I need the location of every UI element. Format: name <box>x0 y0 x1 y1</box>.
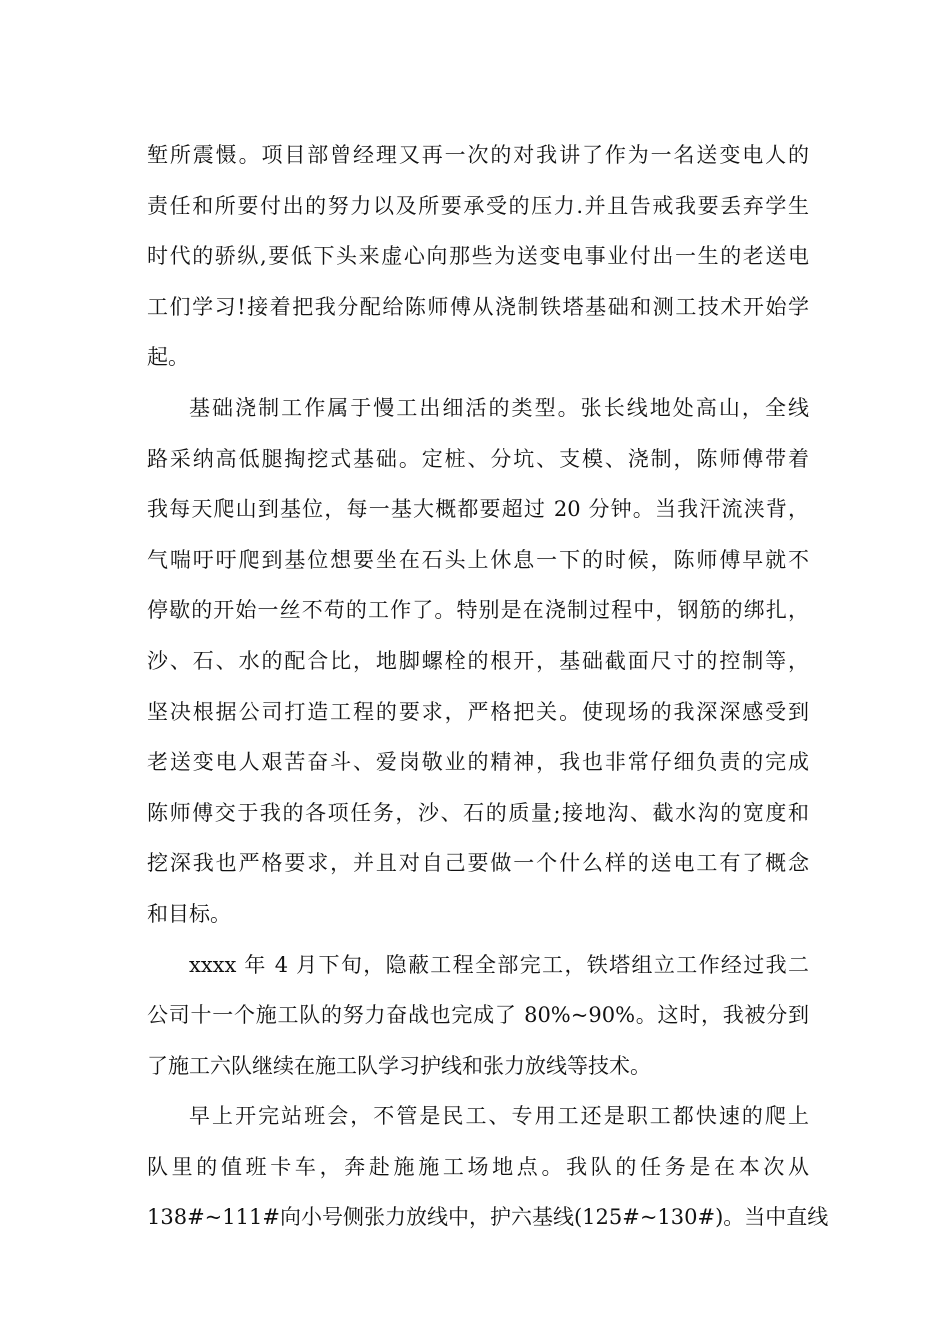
text-line: 挖深我也严格要求，并且对自己要做一个什么样的送电工有了概念 <box>147 851 809 876</box>
text-line: 138#~111#向小号侧张力放线中，护六基线(125#~130#)。当中直线 <box>147 1205 829 1230</box>
body-text <box>147 130 829 1243</box>
text-line: 坚决根据公司打造工程的要求，严格把关。使现场的我深深感受到 <box>147 699 809 724</box>
text-line: 起。 <box>147 345 189 370</box>
text-line: 沙、石、水的配合比，地脚螺栓的根开，基础截面尺寸的控制等， <box>147 648 809 673</box>
paragraph-4 <box>147 1091 829 1243</box>
text-line: 责任和所要付出的努力以及所要承受的压力.并且告戒我要丢弃学生 <box>147 193 809 218</box>
text-line: 队里的值班卡车，奔赴施施工场地点。我队的任务是在本次从 <box>147 1154 809 1179</box>
text-line: 气喘吁吁爬到基位想要坐在石头上休息一下的时候，陈师傅早就不 <box>147 547 809 572</box>
paragraph-1 <box>147 130 809 383</box>
text-line: 基础浇制工作属于慢工出细活的类型。张长线地处高山，全线 <box>189 395 809 420</box>
text-line: 公司十一个施工队的努力奋战也完成了 80%~90%。这时，我被分到 <box>147 1003 809 1028</box>
text-line: 时代的骄纵,要低下头来虚心向那些为送变电事业付出一生的老送电 <box>147 244 809 269</box>
text-line: 陈师傅交于我的各项任务，沙、石的质量;接地沟、截水沟的宽度和 <box>147 800 809 825</box>
text-line: 路采纳高低腿掏挖式基础。定桩、分坑、支模、浇制，陈师傅带着 <box>147 446 809 471</box>
text-line: 停歇的开始一丝不苟的工作了。特别是在浇制过程中，钢筋的绑扎， <box>147 598 809 623</box>
paragraph-2 <box>147 383 809 940</box>
paragraph-3 <box>147 940 809 1092</box>
text-line: 我每天爬山到基位，每一基大概都要超过 20 分钟。当我汗流浃背， <box>147 497 809 522</box>
text-line: 和目标。 <box>147 901 231 926</box>
text-line: 老送变电人艰苦奋斗、爱岗敬业的精神，我也非常仔细负责的完成 <box>147 750 809 775</box>
text-line: 堑所震慑。项目部曾经理又再一次的对我讲了作为一名送变电人的 <box>147 143 809 167</box>
text-line: 早上开完站班会，不管是民工、专用工还是职工都快速的爬上 <box>189 1104 809 1129</box>
text-line: 了施工六队继续在施工队学习护线和张力放线等技术。 <box>147 1053 651 1078</box>
text-line: xxxx 年 4 月下旬，隐蔽工程全部完工，铁塔组立工作经过我二 <box>189 952 809 977</box>
text-line: 工们学习!接着把我分配给陈师傅从浇制铁塔基础和测工技术开始学 <box>147 294 809 319</box>
